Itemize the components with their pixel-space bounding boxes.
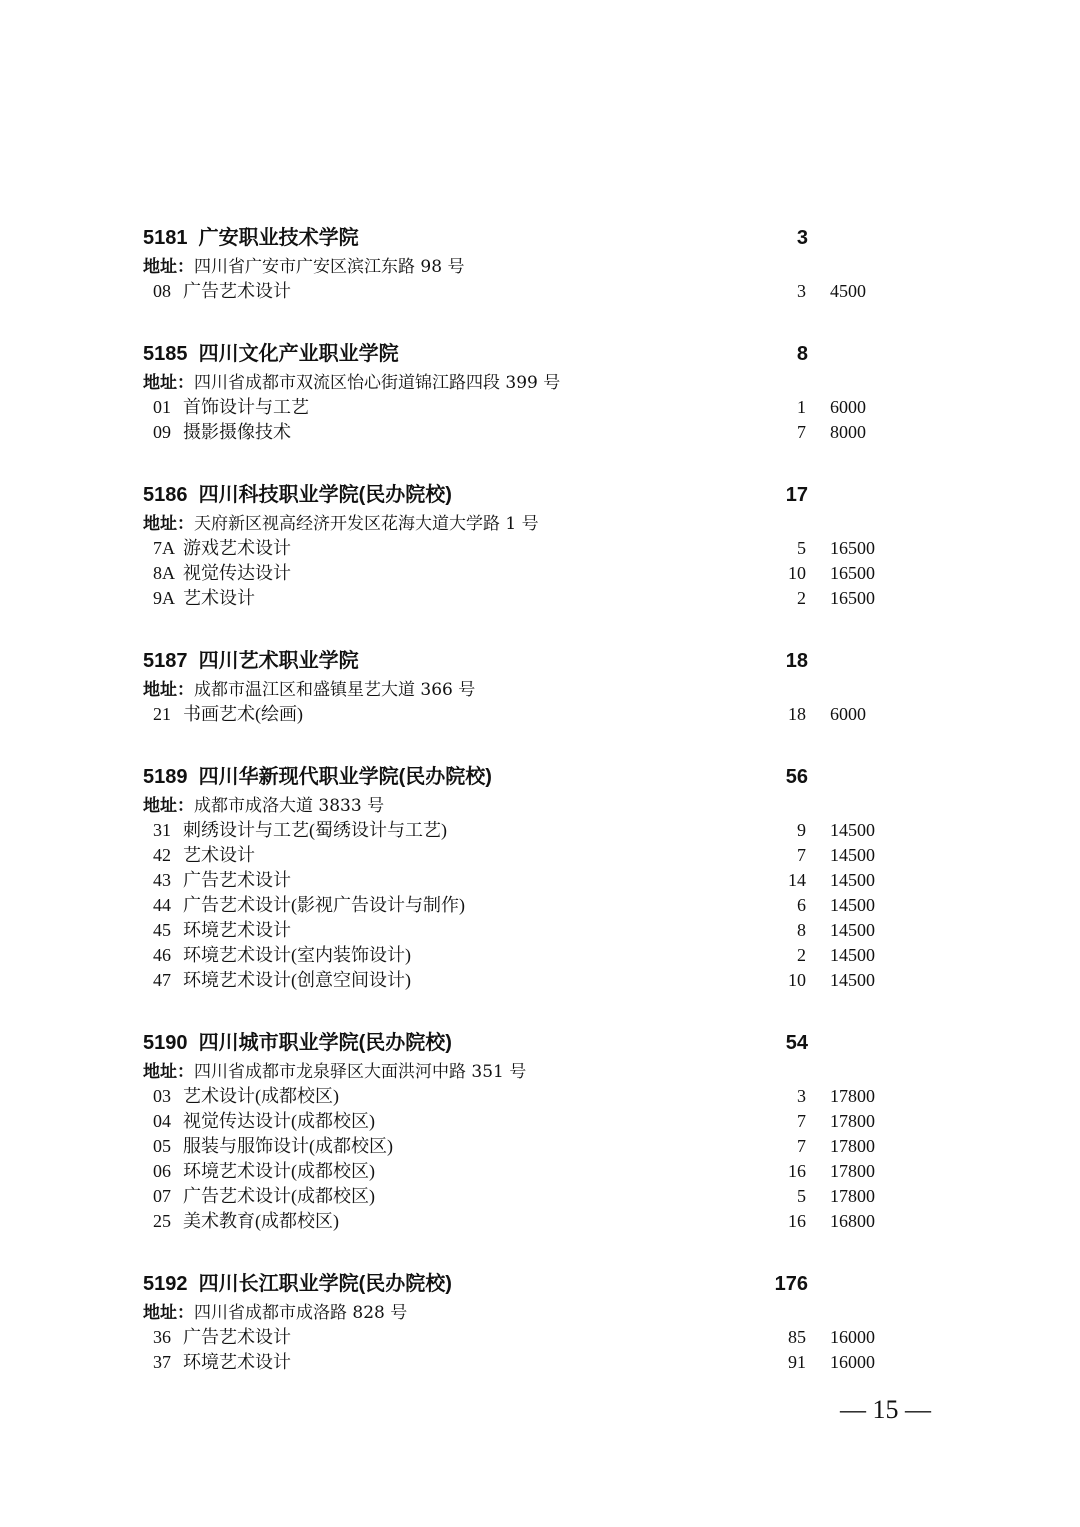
school-entry (143, 479, 903, 611)
school-address (143, 677, 903, 702)
major-count: 6 (797, 895, 806, 915)
major-code: 03 (153, 1086, 171, 1106)
school-code: 5190 (143, 1032, 188, 1054)
school-total: 8 (796, 343, 808, 365)
major-row (143, 868, 903, 893)
school-header (143, 1027, 903, 1059)
major-name: 环境艺术设计(创意空间设计) (183, 970, 411, 990)
address-text: 成都市温江区和盛镇星艺大道 366 号 (194, 680, 476, 700)
school-name: 四川华新现代职业学院(民办院校) (198, 766, 492, 788)
major-row (143, 843, 903, 868)
school-entry (143, 1027, 903, 1234)
school-total: 18 (785, 650, 808, 672)
major-code: 21 (153, 704, 171, 724)
major-count: 5 (797, 1186, 806, 1206)
major-row (143, 918, 903, 943)
school-code: 5185 (143, 343, 188, 365)
major-count: 7 (797, 845, 806, 865)
major-fee: 16000 (830, 1352, 875, 1372)
major-code: 44 (153, 895, 171, 915)
major-row (143, 702, 903, 727)
major-row (143, 536, 903, 561)
major-fee: 6000 (830, 397, 866, 417)
major-count: 9 (797, 820, 806, 840)
school-name: 四川科技职业学院(民办院校) (198, 484, 452, 506)
major-count: 7 (797, 1111, 806, 1131)
major-fee: 16500 (830, 588, 875, 608)
major-count: 18 (788, 704, 806, 724)
address-text: 天府新区视高经济开发区花海大道大学路 1 号 (194, 514, 539, 534)
school-entry (143, 645, 903, 727)
address-text: 四川省成都市成洛路 828 号 (194, 1303, 408, 1323)
major-fee: 16500 (830, 563, 875, 583)
school-header (143, 338, 903, 370)
major-row (143, 1109, 903, 1134)
major-code: 01 (153, 397, 171, 417)
school-total: 56 (785, 766, 808, 788)
school-code: 5186 (143, 484, 188, 506)
major-fee: 14500 (830, 945, 875, 965)
school-total: 17 (785, 484, 808, 506)
school-total: 54 (785, 1032, 808, 1054)
school-address (143, 511, 903, 536)
address-label: 地址： (143, 1303, 194, 1322)
major-row (143, 586, 903, 611)
major-row (143, 395, 903, 420)
address-text: 四川省成都市龙泉驿区大面洪河中路 351 号 (194, 1062, 527, 1082)
school-header (143, 222, 903, 254)
major-code: 7A (153, 538, 175, 558)
major-name: 视觉传达设计(成都校区) (183, 1111, 375, 1131)
major-code: 37 (153, 1352, 171, 1372)
address-text: 四川省广安市广安区滨江东路 98 号 (194, 257, 465, 277)
major-list (143, 395, 903, 445)
major-name: 美术教育(成都校区) (183, 1211, 339, 1231)
major-name: 游戏艺术设计 (183, 538, 291, 558)
major-count: 16 (788, 1211, 806, 1231)
school-address (143, 1300, 903, 1325)
major-code: 06 (153, 1161, 171, 1181)
major-name: 首饰设计与工艺 (183, 397, 309, 417)
school-entry (143, 222, 903, 304)
major-code: 9A (153, 588, 175, 608)
major-list (143, 1325, 903, 1375)
major-row (143, 1084, 903, 1109)
major-fee: 17800 (830, 1186, 875, 1206)
major-fee: 17800 (830, 1136, 875, 1156)
school-address (143, 1059, 903, 1084)
major-row (143, 1325, 903, 1350)
major-count: 3 (797, 1086, 806, 1106)
school-code: 5187 (143, 650, 188, 672)
major-count: 3 (797, 281, 806, 301)
address-label: 地址： (143, 514, 194, 533)
school-address (143, 793, 903, 818)
major-fee: 14500 (830, 970, 875, 990)
page-number: — 15 — (840, 1395, 931, 1424)
major-count: 1 (797, 397, 806, 417)
school-name: 四川文化产业职业学院 (198, 343, 399, 365)
school-code-name (143, 645, 359, 677)
major-list (143, 818, 903, 993)
major-row (143, 1159, 903, 1184)
major-code: 8A (153, 563, 175, 583)
major-name: 广告艺术设计 (183, 281, 291, 301)
major-row (143, 968, 903, 993)
major-fee: 17800 (830, 1111, 875, 1131)
major-row (143, 279, 903, 304)
address-label: 地址： (143, 373, 194, 392)
major-code: 36 (153, 1327, 171, 1347)
major-code: 45 (153, 920, 171, 940)
school-entry (143, 1268, 903, 1375)
school-code: 5189 (143, 766, 188, 788)
major-name: 环境艺术设计 (183, 920, 291, 940)
major-fee: 14500 (830, 870, 875, 890)
school-header (143, 1268, 903, 1300)
school-code-name (143, 479, 452, 511)
major-name: 摄影摄像技术 (183, 422, 291, 442)
major-name: 环境艺术设计 (183, 1352, 291, 1372)
school-total: 176 (774, 1273, 808, 1295)
major-count: 7 (797, 422, 806, 442)
major-name: 服装与服饰设计(成都校区) (183, 1136, 393, 1156)
school-entry (143, 338, 903, 445)
major-row (143, 943, 903, 968)
major-fee: 6000 (830, 704, 866, 724)
school-total: 3 (796, 227, 808, 249)
major-row (143, 1134, 903, 1159)
major-name: 环境艺术设计(室内装饰设计) (183, 945, 411, 965)
school-name: 四川艺术职业学院 (198, 650, 359, 672)
major-name: 广告艺术设计 (183, 870, 291, 890)
major-name: 环境艺术设计(成都校区) (183, 1161, 375, 1181)
school-address (143, 254, 903, 279)
major-list (143, 1084, 903, 1234)
major-fee: 14500 (830, 845, 875, 865)
major-fee: 4500 (830, 281, 866, 301)
major-fee: 8000 (830, 422, 866, 442)
major-fee: 17800 (830, 1086, 875, 1106)
school-entry (143, 761, 903, 993)
major-name: 视觉传达设计 (183, 563, 291, 583)
major-code: 43 (153, 870, 171, 890)
major-code: 31 (153, 820, 171, 840)
major-fee: 14500 (830, 895, 875, 915)
major-row (143, 1209, 903, 1234)
major-count: 8 (797, 920, 806, 940)
major-code: 42 (153, 845, 171, 865)
school-code-name (143, 338, 399, 370)
major-code: 46 (153, 945, 171, 965)
school-header (143, 479, 903, 511)
major-row (143, 1184, 903, 1209)
major-fee: 16000 (830, 1327, 875, 1347)
admissions-list (143, 222, 903, 1409)
school-code-name (143, 222, 359, 254)
major-fee: 14500 (830, 820, 875, 840)
school-header (143, 645, 903, 677)
major-code: 07 (153, 1186, 171, 1206)
school-code: 5181 (143, 227, 188, 249)
major-row (143, 1350, 903, 1375)
major-count: 91 (788, 1352, 806, 1372)
major-count: 2 (797, 945, 806, 965)
major-code: 04 (153, 1111, 171, 1131)
major-code: 09 (153, 422, 171, 442)
major-code: 08 (153, 281, 171, 301)
major-row (143, 420, 903, 445)
major-count: 16 (788, 1161, 806, 1181)
address-text: 四川省成都市双流区怡心街道锦江路四段 399 号 (194, 373, 561, 393)
school-code-name (143, 761, 492, 793)
major-name: 艺术设计(成都校区) (183, 1086, 339, 1106)
major-name: 广告艺术设计(影视广告设计与制作) (183, 895, 465, 915)
address-label: 地址： (143, 680, 194, 699)
major-count: 2 (797, 588, 806, 608)
major-count: 85 (788, 1327, 806, 1347)
address-label: 地址： (143, 1062, 194, 1081)
major-name: 艺术设计 (183, 588, 255, 608)
address-text: 成都市成洛大道 3833 号 (194, 796, 385, 816)
major-count: 10 (788, 970, 806, 990)
major-fee: 16800 (830, 1211, 875, 1231)
major-name: 广告艺术设计(成都校区) (183, 1186, 375, 1206)
school-code-name (143, 1027, 452, 1059)
school-code-name (143, 1268, 452, 1300)
major-fee: 14500 (830, 920, 875, 940)
school-address (143, 370, 903, 395)
school-code: 5192 (143, 1273, 188, 1295)
major-fee: 16500 (830, 538, 875, 558)
school-name: 广安职业技术学院 (198, 227, 359, 249)
school-name: 四川城市职业学院(民办院校) (198, 1032, 452, 1054)
major-list (143, 279, 903, 304)
major-count: 5 (797, 538, 806, 558)
major-name: 刺绣设计与工艺(蜀绣设计与工艺) (183, 820, 447, 840)
major-list (143, 702, 903, 727)
address-label: 地址： (143, 796, 194, 815)
major-list (143, 536, 903, 611)
major-count: 14 (788, 870, 806, 890)
major-row (143, 818, 903, 843)
major-name: 广告艺术设计 (183, 1327, 291, 1347)
major-count: 10 (788, 563, 806, 583)
major-code: 05 (153, 1136, 171, 1156)
major-name: 艺术设计 (183, 845, 255, 865)
major-code: 25 (153, 1211, 171, 1231)
major-code: 47 (153, 970, 171, 990)
school-name: 四川长江职业学院(民办院校) (198, 1273, 452, 1295)
major-count: 7 (797, 1136, 806, 1156)
address-label: 地址： (143, 257, 194, 276)
school-header (143, 761, 903, 793)
major-fee: 17800 (830, 1161, 875, 1181)
major-row (143, 561, 903, 586)
major-row (143, 893, 903, 918)
major-name: 书画艺术(绘画) (183, 704, 303, 724)
